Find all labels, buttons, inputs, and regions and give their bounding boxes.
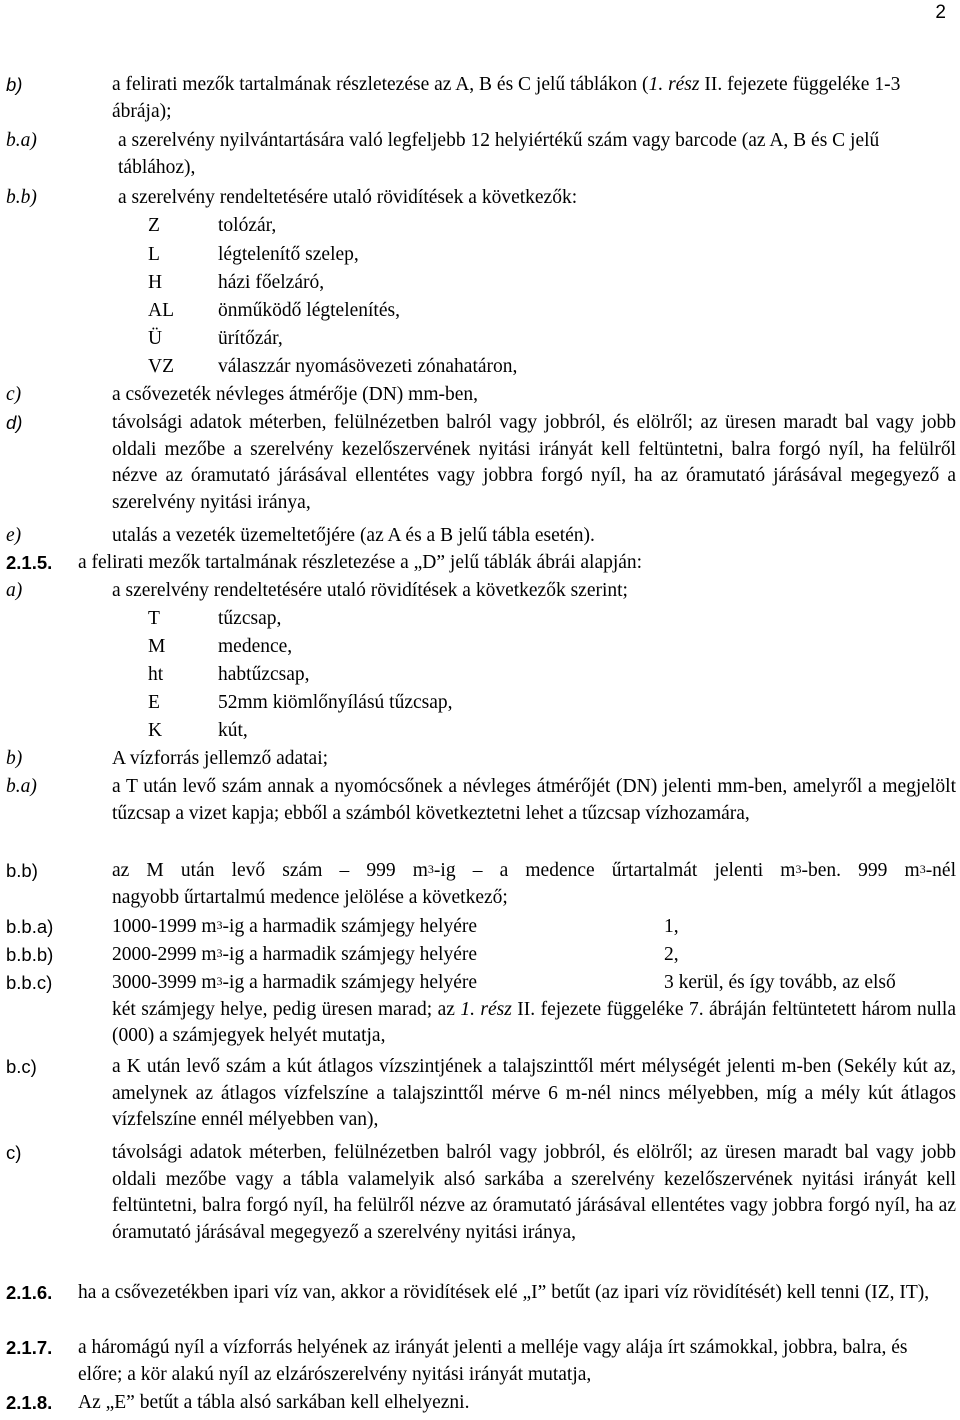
item-label: b.b) [6, 860, 38, 881]
section-number: 2.1.6. [6, 1282, 53, 1303]
item-ba: b.a) a szerelvény nyilvántartására való legfeljebb 12 helyiértékű szám vagy barcode (az A, B és C jelű táblához), [6, 130, 880, 178]
section-2-1-7: 2.1.7. a háromágú nyíl a vízforrás helyének az irányát jelenti a melléje vagy alája írt számokkal, jobbra, balra, és előre; a kör alakú nyíl az elzárószerelvény nyitási irányát mutatja, [6, 1337, 908, 1385]
item-label: c) [6, 384, 22, 405]
item-bb: b.b) a szerelvény rendeltetésére utaló rövidítések a következők: [6, 185, 956, 212]
item-label: a) [6, 580, 23, 601]
item-bbc: b.b.c) 3000-3999 $m^3-ig$ a harmadik számjegy helyére 3 kerül, és így tovább, az első két számjegy helye, pedig üresen marad; az 1. rész II. fejezete függeléke 7. ábráján feltüntetett három nulla (000) a számjegyek helyét mutatja, [6, 972, 957, 1046]
section-number: 2.1.7. [6, 1337, 53, 1358]
item-label: b.a) [6, 130, 37, 151]
item-label: d) [6, 412, 23, 433]
item-label: b) [6, 74, 23, 95]
section-2-1-5: 2.1.5. a felirati mezők tartalmának részletezése a „D” jelű táblák ábrái alapján: [6, 550, 956, 577]
item-label: b.c) [6, 1056, 37, 1077]
page-number: 2 [935, 2, 946, 23]
item-label: b.b.a) [6, 916, 54, 937]
item-label: b.a) [6, 776, 37, 797]
section-2-1-8: 2.1.8. Az „E” betűt a tábla alsó sarkában kell elhelyezni. [6, 1390, 956, 1417]
item-ba-2: b.a) a T után levő szám annak a nyomócsőnek a névleges átmérőjét (DN) jelenti mm-ben, amelyről a megjelölt tűzcsap a vizet kapja; ebből a számból következtetni lehet a tűzcsap vízhozamára, [6, 776, 956, 824]
item-a: a) a szerelvény rendeltetésére utaló rövidítések a következők szerint; [6, 578, 956, 605]
section-2-1-6: 2.1.6. ha a csővezetékben ipari víz van, akkor a rövidítések elé „I” betűt (az ipari víz rövidítését) kell tenni (IZ, IT), [6, 1280, 956, 1307]
section-number: 2.1.5. [6, 552, 53, 573]
document-page: 2 b) a felirati mezők tartalmának részletezése az A, B és C jelű táblákon (1. rész II. fejezete függeléke 1-3 ábrája); b.a) a szerelvény nyilvántartására való legfeljebb 12 helyiértékű szám vagy barcode (az A, B és C jelű táblához), b.b) a szerelvény rendeltetésére utaló rövidítések a következők: Z tolózár, L légtelenítő szelep, H házi főelzáró, AL önműködő légtelenítés, Ü ürítőzár, VZ válaszzár nyomásövezeti zónahatáron, c) a csővezeték névleges átmérője (DN) mm-ben, d) távolsági adatok méterben, felülnézetben balról vagy jobbról, és elölről; az üresen maradt bal vagy jobb oldali mezőbe a szerelvény kezelőszervének nyitási irányát kell feltüntetni, balra forgó nyíl, ha felülről nézve az óramutató járásával ellentétes vagy jobbra forgó nyíl, ha az óramutató járásával megegyező a szerelvény nyitási iránya, e) utalás a vezeték üzemeltetőjére (az A és a B jelű tábla esetén). 2.1.5. a felirati mezők tartalmának részletezése a „D” jelű táblák ábrái alapján: a) a szerelvény rendeltetésére utaló rövidítések a következők szerint; T tűzcsap, M medence, ht habtűzcsap, E 52mm kiömlőnyílású tűzcsap, K kút, b) A vízforrás jellemző adatai; b.a) a T után levő szám annak a nyomócsőnek a névleges átmérőjét (DN) jelenti mm-ben, amelyről a megjelölt tűzcsap a vizet kapja; ebből a számból következtetni lehet a tűzcsap vízhozamára, b.b) az M után levő szám – 999 $m^3-ig$ – a medence űrtartalmát jelenti $m^3$-ben. 999 $m^3$-nél nagyobb űrtartalmú medence jelölése a következő; b.b.a) 1000-1999 $m^3-ig$ a harmadik számjegy helyére 1, b.b.b) 2000-2999 $m^3-ig$ a harmadik számjegy helyére 2, b.b.c) 3000-3999 $m^3-ig$ a harmadik számjegy helyére 3 kerül, és így tovább, az első két számjegy helye, pedig üresen marad; az 1. rész II. fejezete függeléke 7. ábráján feltüntetett három nulla (000) a számjegyek helyét mutatja, b.c) a K után levő szám a kút átlagos vízszintjének a talajszinttől mért mélységét jelenti m-ben (Sekély kút az, amelynek az átlagos vízfelszíne a talajszinttől mérve 6 m-nél nincs mélyebben, míg a mély kút átlagos vízfelszíne ennél mélyebben van), c) távolsági adatok méterben, felülnézetben balról vagy jobbról, és elölről; az üresen maradt bal vagy jobb oldali mezőbe vagy a tábla valamelyik alsó sarkába a szerelvény kezelőszervének nyitási irányát kell feltüntetni, balra forgó nyíl, ha felülről nézve az óramutató járásával ellentétes vagy jobbra forgó nyíl, ha az óramutató járásával megegyező a szerelvény nyitási iránya, 2.1.6. ha a csővezetékben ipari víz van, akkor a rövidítések elé „I” betűt (az ipari víz rövidítését) kell tenni (IZ, IT), 2.1.7. a háromágú nyíl a vízforrás helyének az irányát jelenti a melléje vagy alája írt számokkal, jobbra, balra, és előre; a kör alakú nyíl az elzárószerelvény nyitási irányát mutatja, 2.1.8. Az „E” betűt a tábla alsó sarkában kell elhelyezni. [0, 0, 960, 1420]
item-bbb: b.b.b) 2000-2999 $m^3-ig$ a harmadik számjegy helyére 2, [6, 942, 956, 969]
item-label: b.b.b) [6, 944, 54, 965]
item-label: c) [6, 1142, 22, 1163]
item-bc-2: b.c) a K után levő szám a kút átlagos vízszintjének a talajszinttől mért mélységét jelenti m-ben (Sekély kút az, amelynek az átlagos vízfelszíne a talajszinttől mérve 6 m-nél nincs mélyebben, míg a mély kút átlagos vízfelszíne ennél mélyebben van), [6, 1056, 956, 1130]
item-bb-2: b.b) az M után levő szám – 999 $m^3-ig$ – a medence űrtartalmát jelenti $m^3$-ben. 999 $m^3$-nél nagyobb űrtartalmú medence jelölése a következő; [6, 860, 957, 908]
item-e: e) utalás a vezeték üzemeltetőjére (az A és a B jelű tábla esetén). [6, 523, 956, 550]
item-b-2: b) A vízforrás jellemző adatai; [6, 746, 956, 773]
item-label: b) [6, 748, 23, 769]
item-c-2: c) távolsági adatok méterben, felülnézetben balról vagy jobbról, és elölről; az üresen maradt bal vagy jobb oldali mezőbe vagy a tábla valamelyik alsó sarkába a szerelvény kezelőszervének nyitási irányát kell feltüntetni, balra forgó nyíl, ha felülről nézve az óramutató járásával ellentétes vagy jobbra forgó nyíl, ha az óramutató járásával megegyező a szerelvény nyitási iránya, [6, 1142, 956, 1243]
section-number: 2.1.8. [6, 1392, 53, 1413]
item-label: e) [6, 525, 22, 546]
item-d: d) távolsági adatok méterben, felülnézetben balról vagy jobbról, és elölről; az üresen maradt bal vagy jobb oldali mezőbe a szerelvény kezelőszervének nyitási irányát kell feltüntetni, balra forgó nyíl, ha felülről nézve az óramutató járásával ellentétes vagy jobbra forgó nyíl, ha az óramutató járásával megegyező a szerelvény nyitási iránya, [6, 412, 956, 513]
item-bba: b.b.a) 1000-1999 $m^3-ig$ a harmadik számjegy helyére 1, [6, 914, 956, 941]
item-b: b) a felirati mezők tartalmának részletezése az A, B és C jelű táblákon (1. rész II. fejezete függeléke 1-3 ábrája); [6, 74, 901, 122]
item-c: c) a csővezeték névleges átmérője (DN) mm-ben, [6, 382, 956, 409]
item-label: b.b.c) [6, 972, 53, 993]
item-label: b.b) [6, 187, 37, 208]
